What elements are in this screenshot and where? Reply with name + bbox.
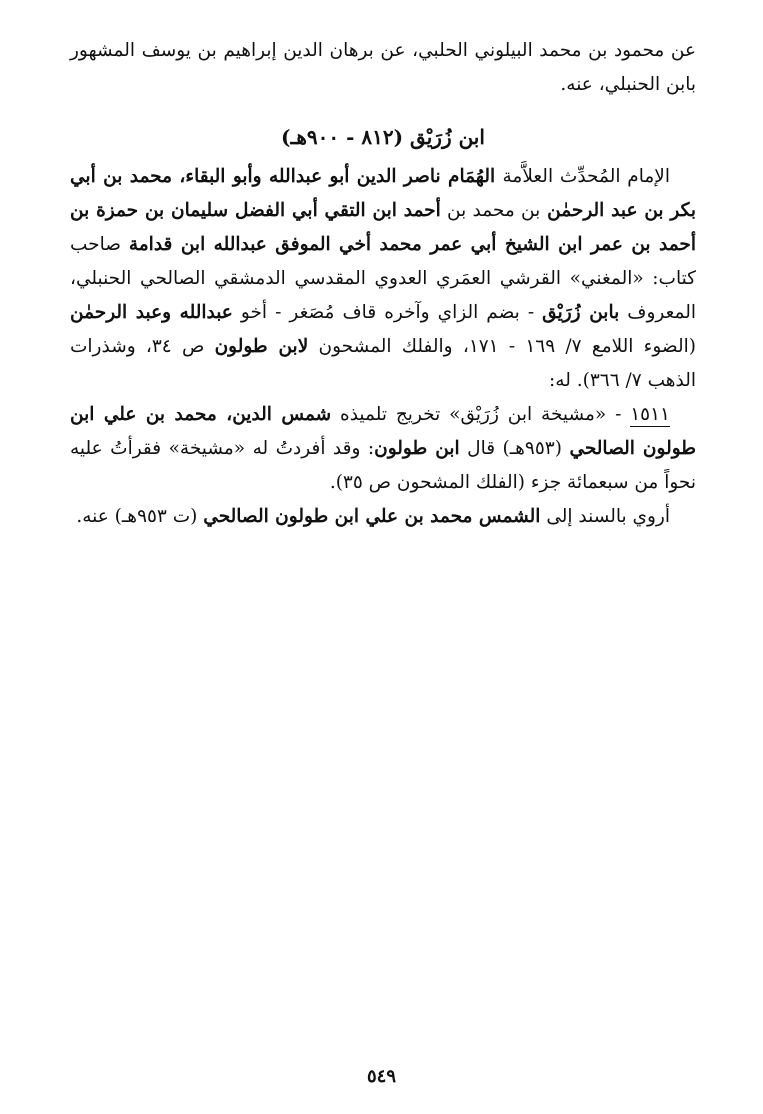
isnad-bold: الشمس محمد بن علي ابن طولون الصالحي bbox=[203, 506, 541, 527]
bio-bold-3: بابن زُرَيْق bbox=[542, 302, 620, 323]
isnad-paragraph bbox=[70, 500, 696, 534]
intro-paragraph bbox=[70, 34, 696, 102]
bio-bold-2: أحمد ابن التقي أبي الفضل سليمان بن حمزة بن أحمد بن عمر ابن الشيخ أبي عمر محمد أخي الموفق عبدالله ابن قدامة bbox=[70, 200, 697, 255]
entry-text-3: : وقد أفردتُ له «مشيخة» فقرأتُ عليه نحواً من سبعمائة جزء (الفلك المشحون ص ٣٥). bbox=[70, 438, 696, 493]
bio-bold-4: عبدالله وعبد الرحمٰن bbox=[70, 302, 233, 323]
entry-number: ١٥١١ bbox=[630, 404, 670, 425]
entry-bold-2: ابن طولون bbox=[374, 438, 460, 459]
bio-text-4: - بضم الزاي وآخره قاف مُصَغر - أخو bbox=[232, 302, 543, 323]
section-heading: ابن زُرَيْق (٨١٢ - ٩٠٠هـ) bbox=[281, 125, 485, 149]
bio-bold-5: لابن طولون bbox=[214, 336, 309, 357]
entry-text-2: (٩٥٣هـ) قال bbox=[459, 438, 570, 459]
bio-text-3: صاحب كتاب: «المغني» القرشي العمَري العدوي المقدسي الدمشقي الصالحي الحنبلي، المعروف bbox=[70, 234, 697, 323]
biography-paragraph bbox=[70, 160, 696, 398]
bio-bold-1: الهُمَام ناصر الدين أبو عبدالله وأبو البقاء، محمد بن أبي بكر بن عبد الرحمٰن bbox=[70, 166, 696, 221]
page-body bbox=[70, 34, 696, 534]
isnad-text-1: أروي بالسند إلى bbox=[540, 506, 670, 527]
intro-tail: ، عنه. bbox=[560, 74, 605, 95]
bio-text-1: الإمام المُحدِّث العلاَّمة bbox=[502, 166, 670, 187]
bio-text-2: بن محمد بن bbox=[440, 200, 541, 221]
entry-text-1: - «مشيخة ابن زُرَيْق» تخريج تلميذه bbox=[331, 404, 631, 425]
bio-text-6: ص ٣٤، وشذرات الذهب ٧/ ٣٦٦). له: bbox=[70, 336, 696, 391]
isnad-text-2: (ت ٩٥٣هـ) عنه. bbox=[76, 506, 204, 527]
intro-text: عن محمود بن محمد البيلوني الحلبي، عن برهان الدين إبراهيم بن يوسف المشهور بابن الحنبلي bbox=[70, 40, 696, 95]
bio-text-5: (الضوء اللامع ٧/ ١٦٩ - ١٧١، والفلك المشحون bbox=[308, 336, 696, 357]
entry-bold-1: شمس الدين، محمد بن علي ابن طولون الصالحي bbox=[70, 404, 696, 459]
entry-paragraph bbox=[70, 398, 696, 500]
page-number: ٥٤٩ bbox=[366, 1066, 396, 1087]
